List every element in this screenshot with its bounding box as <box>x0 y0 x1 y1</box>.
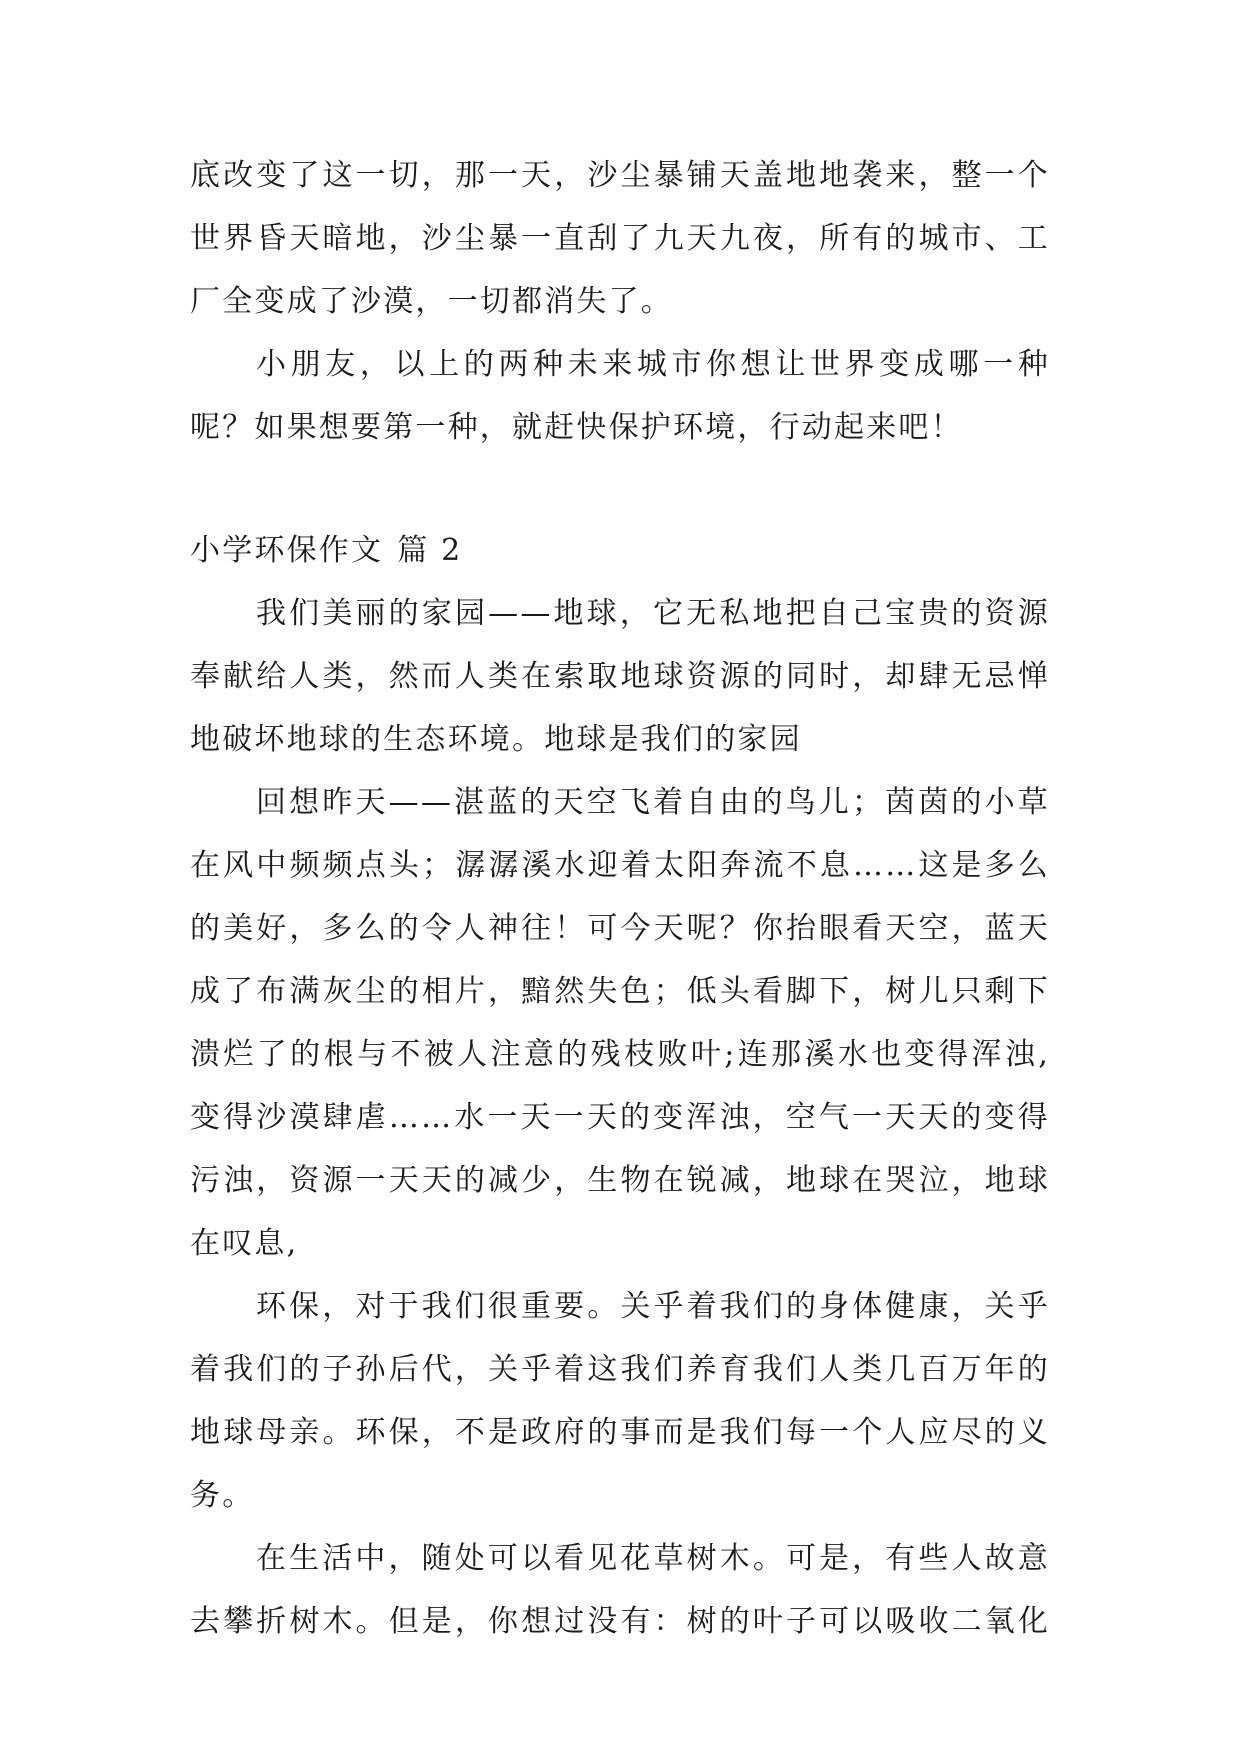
paragraph-2 <box>190 783 1050 1264</box>
text-line: 着我们的子孙后代，关乎着这我们养育我们人类几百万年的 <box>190 1352 1050 1387</box>
text-line: 小朋友，以上的两种未来城市你想让世界变成哪一种 <box>256 347 1050 382</box>
text-line: 底改变了这一切，那一天，沙尘暴铺天盖地地袭来，整一个 <box>190 158 1050 193</box>
text-line: 地破坏地球的生态环境。地球是我们的家园 <box>190 722 802 757</box>
continued-paragraph <box>190 156 1050 322</box>
text-line: 环保，对于我们很重要。关乎着我们的身体健康，关乎 <box>256 1289 1050 1324</box>
text-line: 成了布满灰尘的相片，黯然失色；低头看脚下，树儿只剩下 <box>190 974 1050 1009</box>
text-line: 变得沙漠肆虐……水一天一天的变浑浊，空气一天天的变得 <box>190 1100 1050 1135</box>
text-line: 回想昨天——湛蓝的天空飞着自由的鸟儿；茵茵的小草 <box>256 785 1050 820</box>
section-spacer <box>190 471 1050 531</box>
section-title <box>190 531 1050 571</box>
text-line: 在生活中，随处可以看见花草树木。可是，有些人故意 <box>256 1541 1050 1576</box>
text-line: 在风中频频点头；潺潺溪水迎着太阳奔流不息……这是多么 <box>190 848 1050 883</box>
text-line: 在叹息, <box>190 1226 299 1261</box>
closing-paragraph <box>190 345 1050 448</box>
text-line: 奉献给人类，然而人类在索取地球资源的同时，却肆无忌惮 <box>190 659 1050 694</box>
paragraph-1 <box>190 594 1050 760</box>
text-line: 去攀折树木。但是，你想过没有：树的叶子可以吸收二氧化 <box>190 1604 1050 1639</box>
text-line: 世界昏天暗地，沙尘暴一直刮了九天九夜，所有的城市、工 <box>190 221 1050 256</box>
text-line: 厂全变成了沙漠，一切都消失了。 <box>190 284 673 319</box>
text-line: 溃烂了的根与不被人注意的残枝败叶;连那溪水也变得浑浊, <box>190 1037 1050 1072</box>
text-line: 呢？如果想要第一种，就赶快保护环境，行动起来吧！ <box>190 410 963 445</box>
section-title-number: 篇 2 <box>397 533 463 568</box>
paragraph-4 <box>190 1539 1050 1642</box>
section-title-text: 小学环保作文 <box>190 533 384 568</box>
text-line: 地球母亲。环保，不是政府的事而是我们每一个人应尽的义 <box>190 1415 1050 1450</box>
text-line: 我们美丽的家园——地球，它无私地把自己宝贵的资源 <box>256 596 1050 631</box>
text-line: 污浊，资源一天天的减少，生物在锐减，地球在哭泣，地球 <box>190 1163 1050 1198</box>
text-line: 的美好，多么的令人神往！可今天呢？你抬眼看天空，蓝天 <box>190 911 1050 946</box>
paragraph-3 <box>190 1287 1050 1516</box>
text-line: 务。 <box>190 1478 255 1513</box>
document-body <box>190 156 1050 1665</box>
